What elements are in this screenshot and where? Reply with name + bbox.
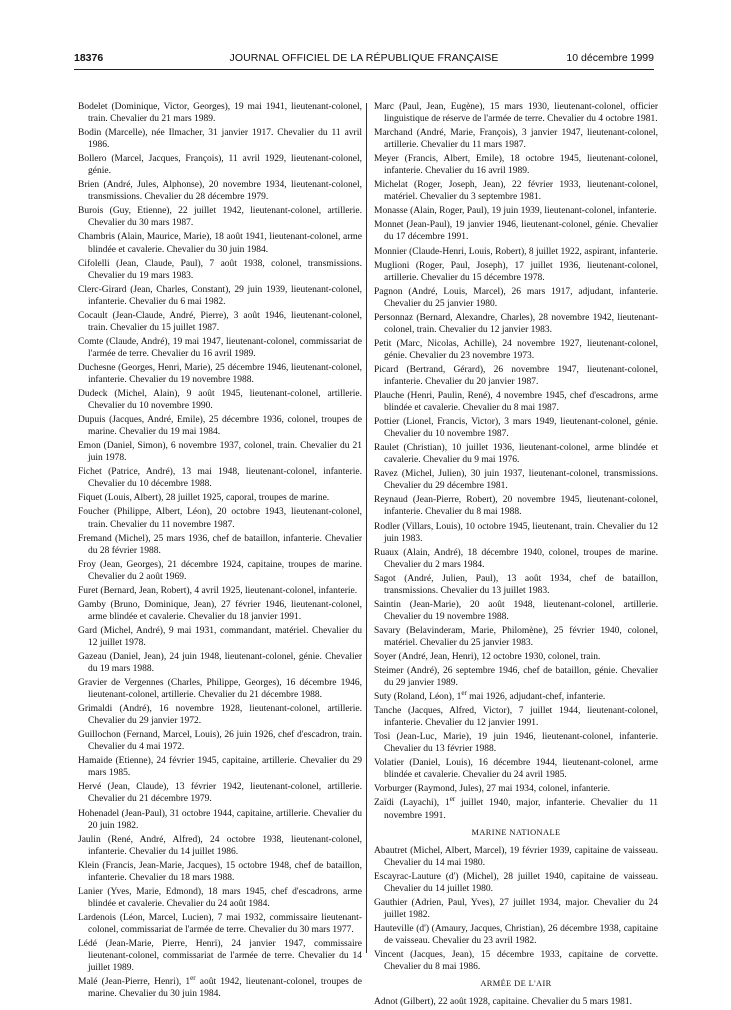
list-item: Brien (André, Jules, Alphonse), 20 novembre 1934, lieutenant-colonel, transmissions. Chevalier du 28 décembre 1979. <box>78 180 362 203</box>
list-item: Abautret (Michel, Albert, Marcel), 19 février 1939, capitaine de vaisseau. Chevalier du 14 mai 1980. <box>374 845 658 868</box>
list-item: Duchesne (Georges, Henri, Marie), 25 décembre 1946, lieutenant-colonel, infanterie. Chevalier du 19 novembre 1988. <box>78 362 362 385</box>
list-item <box>374 688 658 703</box>
list-item: Raulet (Christian), 10 juillet 1936, lieutenant-colonel, arme blindée et cavalerie. Chevalier du 9 mai 1976. <box>374 443 658 466</box>
list-item: Froy (Jean, Georges), 21 décembre 1924, capitaine, troupes de marine. Chevalier du 2 août 1969. <box>78 559 362 582</box>
list-item: Bodin (Marcelle), née Ilmacher, 31 janvier 1917. Chevalier du 11 avril 1986. <box>78 128 362 151</box>
list-item: Sagot (André, Julien, Paul), 13 août 1934, chef de bataillon, transmissions. Chevalier du 13 juillet 1983. <box>374 573 658 596</box>
list-item: Escayrac-Lauture (d') (Michel), 28 juillet 1940, capitaine de vaisseau. Chevalier du 14 juillet 1980. <box>374 871 658 894</box>
list-item: Comte (Claude, André), 19 mai 1947, lieutenant-colonel, commissariat de l'armée de terre. Chevalier du 16 avril 1989. <box>78 336 362 359</box>
list-item: Fremand (Michel), 25 mars 1936, chef de bataillon, infanterie. Chevalier du 28 février 1988. <box>78 533 362 556</box>
column-divider <box>366 103 367 953</box>
list-item: Plauche (Henri, Paulin, René), 4 novembre 1945, chef d'escadrons, arme blindée et cavalerie. Chevalier du 8 mai 1987. <box>374 391 658 414</box>
header-rule <box>74 69 654 70</box>
list-item: Burois (Guy, Etienne), 22 juillet 1942, lieutenant-colonel, artillerie. Chevalier du 30 mars 1987. <box>78 206 362 229</box>
list-item: Foucher (Philippe, Albert, Léon), 20 octobre 1943, lieutenant-colonel, train. Chevalier du 11 novembre 1987. <box>78 507 362 530</box>
list-item: Ravez (Michel, Julien), 30 juin 1937, lieutenant-colonel, transmissions. Chevalier du 29 décembre 1981. <box>374 469 658 492</box>
list-item: Vorburger (Raymond, Jules), 27 mai 1934, colonel, infanterie. <box>374 784 611 795</box>
list-item: Personnaz (Bernard, Alexandre, Charles), 28 novembre 1942, lieutenant-colonel, train. Chevalier du 12 janvier 1983. <box>374 312 658 335</box>
left-column <box>78 101 362 1002</box>
list-item: Cocault (Jean-Claude, André, Pierre), 3 août 1946, lieutenant-colonel, train. Chevalier du 15 juillet 1987. <box>78 310 362 333</box>
list-item: Monnet (Jean-Paul), 19 janvier 1946, lieutenant-colonel, génie. Chevalier du 17 décembre 1991. <box>374 220 658 243</box>
list-item: Hamaide (Etienne), 24 février 1945, capitaine, artillerie. Chevalier du 29 mars 1985. <box>78 756 362 779</box>
list-item: Adnot (Gilbert), 22 août 1928, capitaine. Chevalier du 5 mars 1981. <box>374 997 633 1008</box>
list-item: Volatier (Daniel, Louis), 16 décembre 1944, lieutenant-colonel, arme blindée et cavalerie. Chevalier du 24 avril 1985. <box>374 758 658 781</box>
list-item: Gravier de Vergennes (Charles, Philippe, Georges), 16 décembre 1946, lieutenant-colonel, artillerie. Chevalier du 21 décembre 1988. <box>78 678 362 701</box>
list-item: Vincent (Jacques, Jean), 15 décembre 1933, capitaine de corvette. Chevalier du 8 mai 1986. <box>374 950 658 973</box>
list-item: Jaulin (René, André, Alfred), 24 octobre 1938, lieutenant-colonel, infanterie. Chevalier du 14 juillet 1986. <box>78 834 362 857</box>
list-item: Fichet (Patrice, André), 13 mai 1948, lieutenant-colonel, infanterie. Chevalier du 10 décembre 1988. <box>78 467 362 490</box>
list-item: Grimaldi (André), 16 novembre 1928, lieutenant-colonel, artillerie. Chevalier du 29 janvier 1972. <box>78 704 362 727</box>
ordinal-superscript: er <box>461 688 467 697</box>
list-item: Dudeck (Michel, Alain), 9 août 1945, lieutenant-colonel, artillerie. Chevalier du 10 novembre 1990. <box>78 389 362 412</box>
list-item: Cifolelli (Jean, Claude, Paul), 7 août 1938, colonel, transmissions. Chevalier du 19 mars 1983. <box>78 258 362 281</box>
list-item: Gauthier (Adrien, Paul, Yves), 27 juillet 1934, major. Chevalier du 24 juillet 1982. <box>374 897 658 920</box>
list-item: Monasse (Alain, Roger, Paul), 19 juin 1939, lieutenant-colonel, infanterie. <box>374 206 657 217</box>
list-item: Tosi (Jean-Luc, Marie), 19 juin 1946, lieutenant-colonel, infanterie. Chevalier du 13 février 1988. <box>374 732 658 755</box>
ordinal-superscript: er <box>449 795 456 804</box>
list-item: Bodelet (Dominique, Victor, Georges), 19 mai 1941, lieutenant-colonel, train. Chevalier du 21 mars 1989. <box>78 102 362 125</box>
entry-text: mai 1926, adjudant-chef, infanterie. <box>466 692 606 703</box>
entry-text: Suty (Roland, Léon), 1 <box>374 692 462 703</box>
list-item: Saintin (Jean-Marie), 20 août 1948, lieutenant-colonel, artillerie. Chevalier du 19 novembre 1988. <box>374 599 658 622</box>
list-item: Picard (Bertrand, Gérard), 26 novembre 1947, lieutenant-colonel, infanterie. Chevalier du 20 janvier 1987. <box>374 364 658 387</box>
list-item: Meyer (Francis, Albert, Emile), 18 octobre 1945, lieutenant-colonel, infanterie. Chevalier du 16 avril 1989. <box>374 154 658 177</box>
list-item: Tanche (Jacques, Alfred, Victor), 7 juillet 1944, lieutenant-colonel, infanterie. Chevalier du 12 janvier 1991. <box>374 706 658 729</box>
list-item: Pagnon (André, Louis, Marcel), 26 mars 1917, adjudant, infanterie. Chevalier du 25 janvier 1980. <box>374 286 658 309</box>
entry-text: Zaïdi (Layachi), 1 <box>374 798 450 809</box>
list-item: Hohenadel (Jean-Paul), 31 octobre 1944, capitaine, artillerie. Chevalier du 20 juin 1982. <box>78 808 362 831</box>
right-column <box>374 101 658 1010</box>
page-number: 18376 <box>74 52 104 64</box>
list-item <box>78 973 362 1000</box>
list-item: Fiquet (Louis, Albert), 28 juillet 1925, caporal, troupes de marine. <box>78 493 330 504</box>
list-item: Marc (Paul, Jean, Eugène), 15 mars 1930, lieutenant-colonel, officier linguistique de réserve de l'armée de terre. Chevalier du 4 octobre 1981. <box>374 102 658 125</box>
ordinal-superscript: er <box>190 973 196 982</box>
list-item: Lédé (Jean-Marie, Pierre, Henri), 24 janvier 1947, commissaire lieutenant-colonel, commissariat de l'armée de terre. Chevalier du 14 juillet 1989. <box>78 939 362 974</box>
list-item <box>374 797 658 821</box>
list-item: Soyer (André, Jean, Henri), 12 octobre 1930, colonel, train. <box>374 651 601 662</box>
list-item: Lardenois (Léon, Marcel, Lucien), 7 mai 1932, commissaire lieutenant-colonel, commissariat de l'armée de terre. Chevalier du 30 mars 1977. <box>78 912 362 935</box>
entry-text: juillet 1940, major, infanterie. Chevalier du 11 novembre 1991. <box>384 798 659 821</box>
list-item: Rodler (Villars, Louis), 10 octobre 1945, lieutenant, train. Chevalier du 12 juin 1983. <box>374 521 658 544</box>
list-item: Gamby (Bruno, Dominique, Jean), 27 février 1946, lieutenant-colonel, arme blindée et cavalerie. Chevalier du 18 janvier 1991. <box>78 599 362 622</box>
list-item: Hervé (Jean, Claude), 13 février 1942, lieutenant-colonel, artillerie. Chevalier du 21 décembre 1979. <box>78 782 362 805</box>
section-heading-air: ARMÉE DE L'AIR <box>480 979 552 989</box>
list-item: Guillochon (Fernand, Marcel, Louis), 26 juin 1926, chef d'escadron, train. Chevalier du 4 mai 1972. <box>78 730 362 753</box>
entry-text: août 1942, lieutenant-colonel, troupes de marine. Chevalier du 30 juin 1984. <box>88 977 362 1000</box>
list-item: Furet (Bernard, Jean, Robert), 4 avril 1925, lieutenant-colonel, infanterie. <box>78 585 358 596</box>
list-item: Dupuis (Jacques, André, Emile), 25 décembre 1936, colonel, troupes de marine. Chevalier du 19 mai 1984. <box>78 415 362 438</box>
list-item: Chambris (Alain, Maurice, Marie), 18 août 1941, lieutenant-colonel, arme blindée et cavalerie. Chevalier du 30 juin 1984. <box>78 232 362 255</box>
entry-text: Malé (Jean-Pierre, Henri), 1 <box>78 977 191 988</box>
journal-title: JOURNAL OFFICIEL DE LA RÉPUBLIQUE FRANÇAISE <box>229 52 499 64</box>
list-item: Reynaud (Jean-Pierre, Robert), 20 novembre 1945, lieutenant-colonel, infanterie. Chevalier du 8 mai 1988. <box>374 495 658 518</box>
list-item: Emon (Daniel, Simon), 6 novembre 1937, colonel, train. Chevalier du 21 juin 1978. <box>78 441 362 464</box>
list-item: Hauteville (d') (Amaury, Jacques, Christian), 26 décembre 1938, capitaine de vaisseau. Chevalier du 23 avril 1982. <box>374 923 658 946</box>
list-item: Petit (Marc, Nicolas, Achille), 24 novembre 1927, lieutenant-colonel, génie. Chevalier du 23 novembre 1973. <box>374 338 658 361</box>
list-item: Pottier (Lionel, Francis, Victor), 3 mars 1949, lieutenant-colonel, génie. Chevalier du 10 novembre 1987. <box>374 417 658 440</box>
list-item: Lanier (Yves, Marie, Edmond), 18 mars 1945, chef d'escadrons, arme blindée et cavalerie. Chevalier du 24 août 1984. <box>78 886 362 909</box>
list-item: Ruaux (Alain, André), 18 décembre 1940, colonel, troupes de marine. Chevalier du 2 mars 1984. <box>374 547 658 570</box>
list-item: Gazeau (Daniel, Jean), 24 juin 1948, lieutenant-colonel, génie. Chevalier du 19 mars 1988. <box>78 651 362 675</box>
publication-date: 10 décembre 1999 <box>566 52 654 64</box>
list-item: Bollero (Marcel, Jacques, François), 11 avril 1929, lieutenant-colonel, génie. <box>78 154 362 177</box>
list-item: Gard (Michel, André), 9 mai 1931, commandant, matériel. Chevalier du 12 juillet 1978. <box>78 625 362 648</box>
list-item: Marchand (André, Marie, François), 3 janvier 1947, lieutenant-colonel, artillerie. Chevalier du 11 mars 1987. <box>374 128 658 151</box>
list-item: Savary (Belavinderam, Marie, Philomène), 25 février 1940, colonel, matériel. Chevalier du 25 janvier 1983. <box>374 625 658 648</box>
page-header <box>74 52 654 68</box>
list-item: Monnier (Claude-Henri, Louis, Robert), 8 juillet 1922, aspirant, infanterie. <box>374 246 658 257</box>
list-item: Michelat (Roger, Joseph, Jean), 22 février 1933, lieutenant-colonel, matériel. Chevalier du 3 septembre 1981. <box>374 180 658 203</box>
list-item: Klein (Francis, Jean-Marie, Jacques), 15 octobre 1948, chef de bataillon, infanterie. Chevalier du 18 mars 1988. <box>78 860 362 883</box>
section-heading-marine: MARINE NATIONALE <box>471 827 561 837</box>
list-item: Steimer (André), 26 septembre 1946, chef de bataillon, génie. Chevalier du 29 janvier 1989. <box>374 666 658 689</box>
list-item: Muglioni (Roger, Paul, Joseph), 17 juillet 1936, lieutenant-colonel, artillerie. Chevalier du 15 décembre 1978. <box>374 260 658 283</box>
list-item: Clerc-Girard (Jean, Charles, Constant), 29 juin 1939, lieutenant-colonel, infanterie. Chevalier du 6 mai 1982. <box>78 284 362 307</box>
